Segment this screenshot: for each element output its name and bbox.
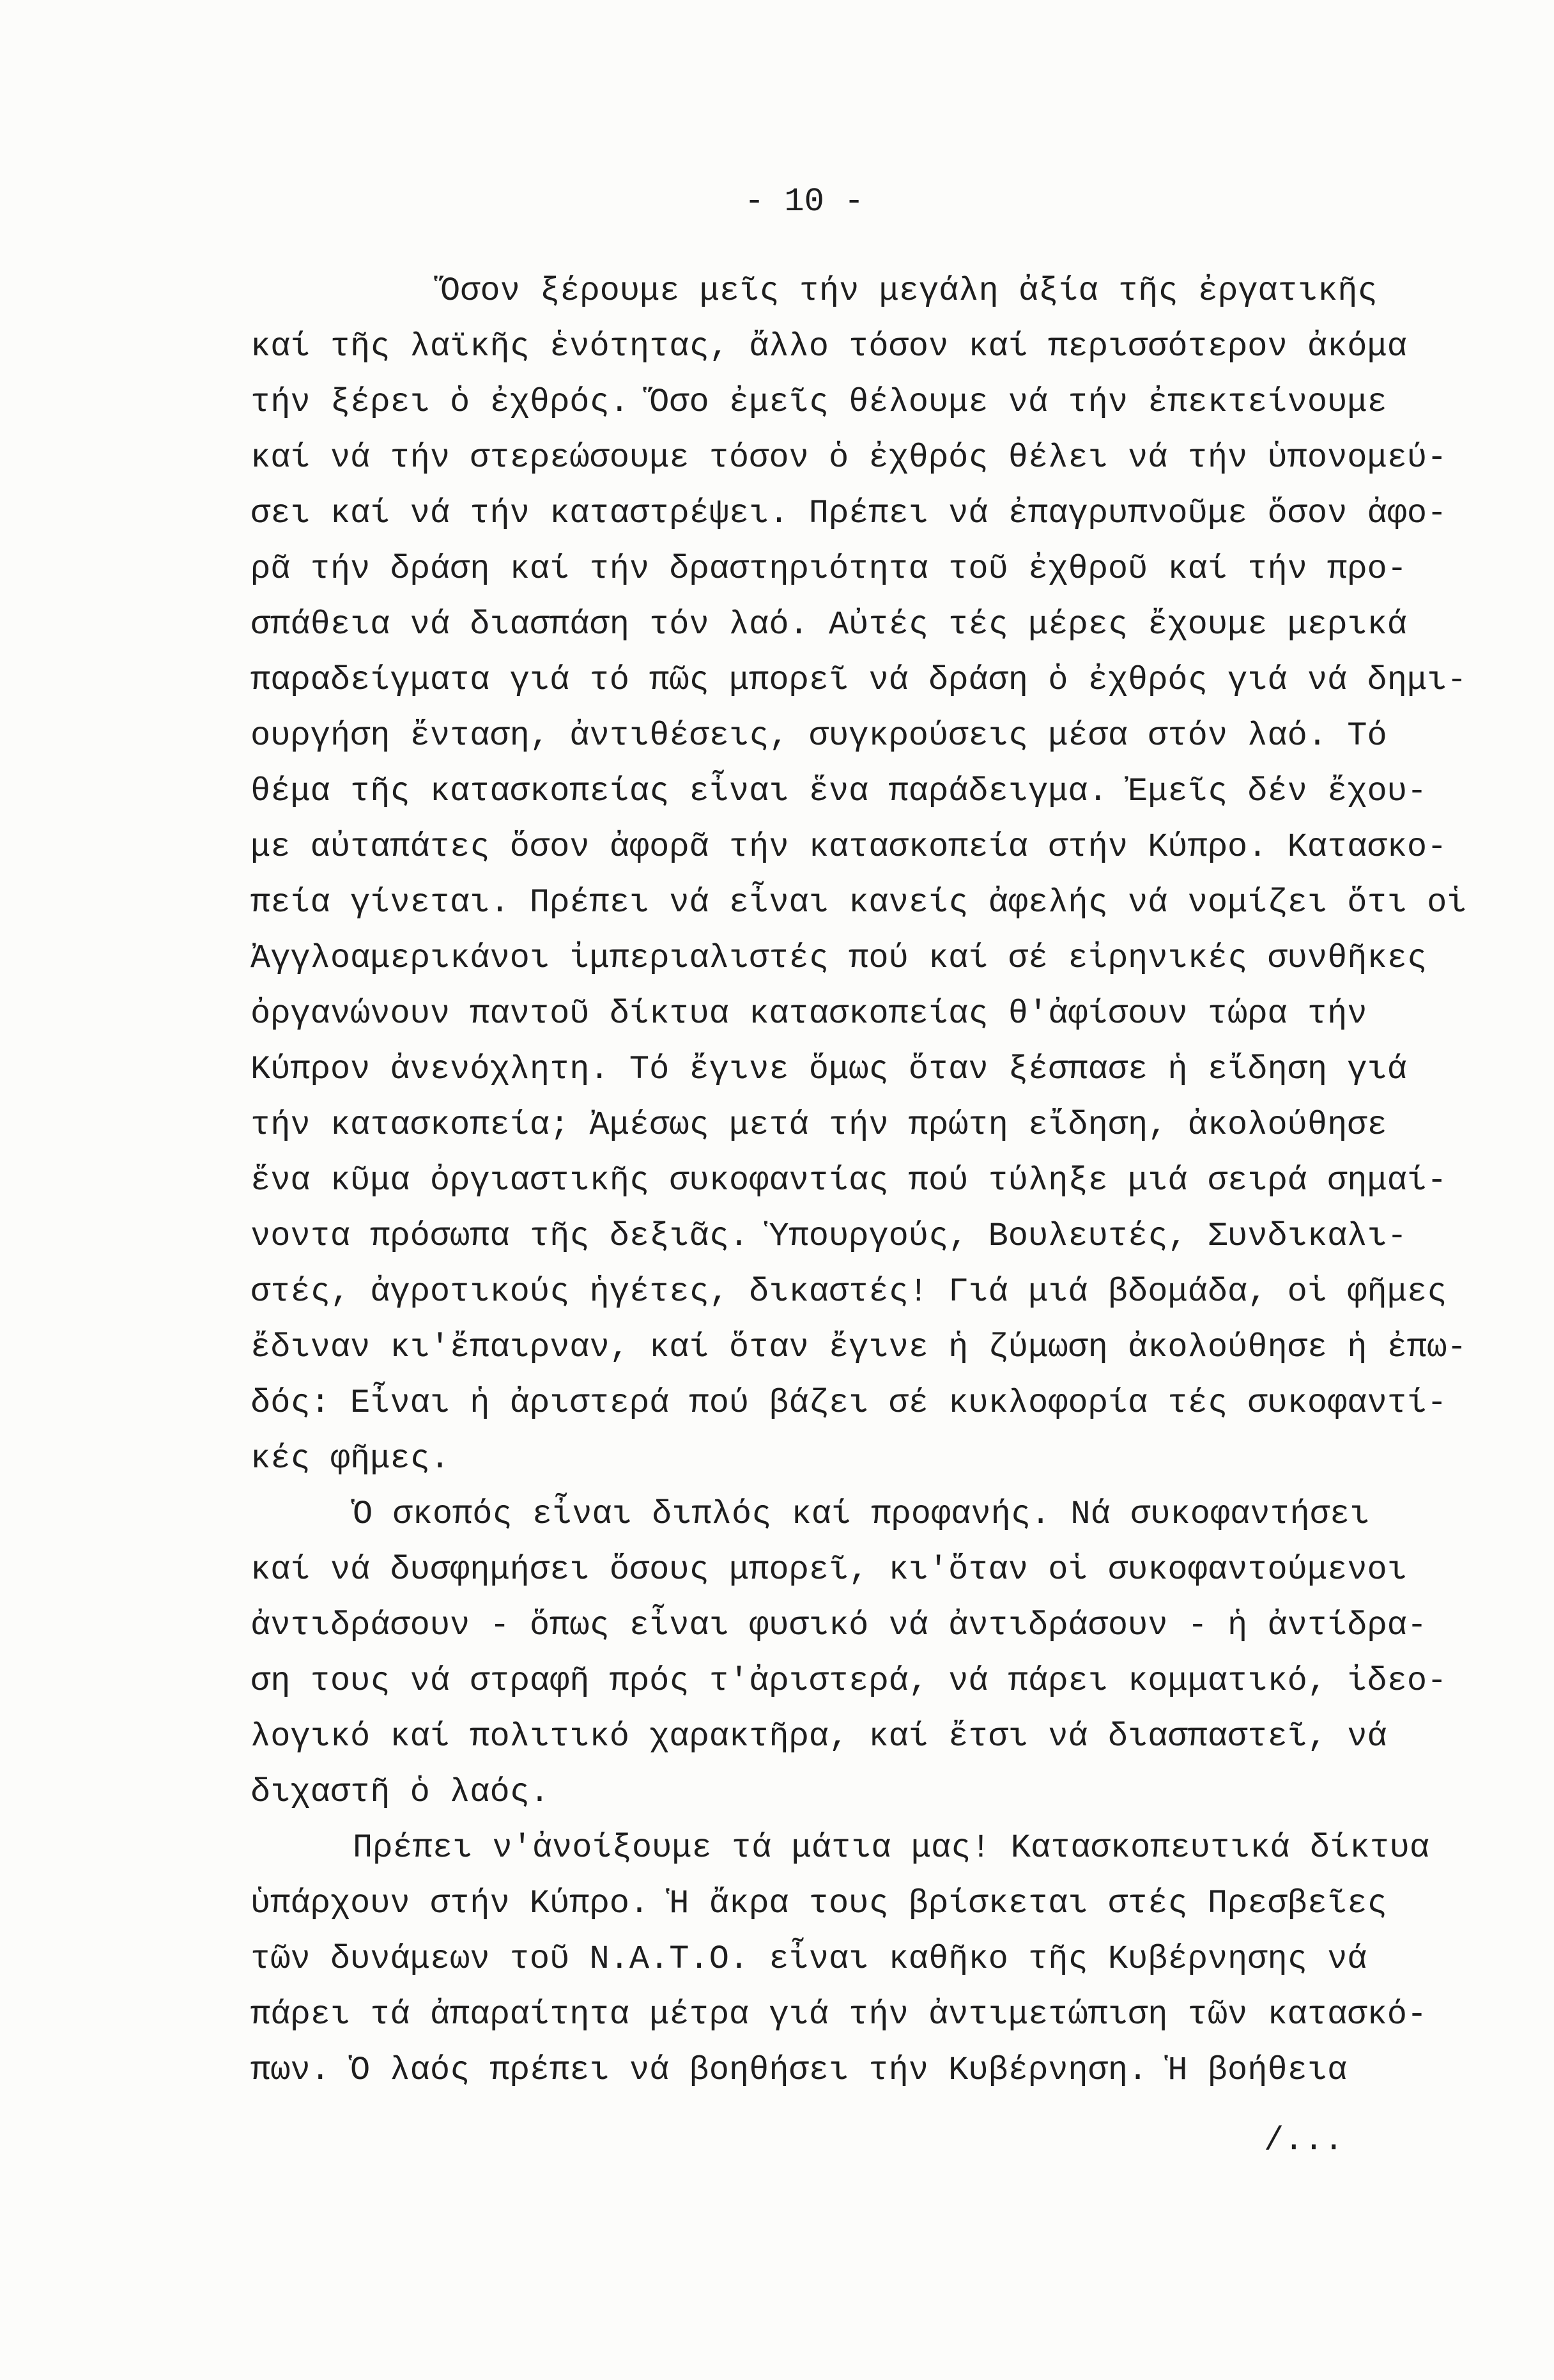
text-line: καί νά δυσφημήσει ὅσους μπορεῖ, κι'ὅταν οἱ συκοφαντούμενοι [250,1551,1407,1589]
text-line: κές φῆμες. [250,1440,450,1478]
text-line: ρᾶ τήν δράση καί τήν δραστηριότητα τοῦ ἐχθροῦ καί τήν προ- [250,550,1407,588]
text-line: δός: Εἶναι ἡ ἀριστερά πού βάζει σέ κυκλοφορία τές συκοφαντί- [250,1384,1447,1422]
text-line: λογικό καί πολιτικό χαρακτῆρα, καί ἔτσι νά διασπαστεῖ, νά [250,1718,1387,1756]
text-line: παραδείγματα γιά τό πῶς μπορεῖ νά δράση ὁ ἐχθρός γιά νά δημι- [250,661,1467,699]
text-line: ση τους νά στραφῆ πρός τ'ἀριστερά, νά πάρει κομματικό, ἰδεο- [250,1662,1447,1700]
text-line: Ἀγγλοαμερικάνοι ἰμπεριαλιστές πού καί σέ εἰρηνικές συνθῆκες [250,939,1427,977]
text-line: πεία γίνεται. Πρέπει νά εἶναι κανείς ἀφελής νά νομίζει ὅτι οἱ [250,884,1467,922]
text-line: Ὅσον ξέρουμε μεῖς τήν μεγάλη ἀξία τῆς ἐργατικῆς [440,272,1378,310]
text-line: σπάθεια νά διασπάση τόν λαό. Αὐτές τές μέρες ἔχουμε μερικά [250,606,1407,644]
text-line: νοντα πρόσωπα τῆς δεξιᾶς. Ὑπουργούς, Βουλευτές, Συνδικαλι- [250,1217,1407,1255]
paragraph-2 [250,1487,1516,1820]
text-line: ἕνα κῦμα ὀργιαστικῆς συκοφαντίας πού τύληξε μιά σειρά σημαί- [250,1162,1447,1200]
text-line: διχαστῆ ὁ λαός. [250,1773,550,1811]
page-number: - 10 - [744,183,865,220]
paragraph-1 [250,263,1516,1487]
document-body [250,263,1516,2098]
text-line: ἔδιναν κι'ἔπαιρναν, καί ὅταν ἔγινε ἡ ζύμωση ἀκολούθησε ἡ ἐπω- [250,1329,1467,1366]
text-line: Κύπρον ἀνενόχλητη. Τό ἔγινε ὅμως ὅταν ξέσπασε ἡ εἴδηση γιά [250,1051,1407,1088]
text-line: πων. Ὁ λαός πρέπει νά βοηθήσει τήν Κυβέρνηση. Ἡ βοήθεια [250,2052,1348,2089]
paragraph-3 [250,1820,1516,2098]
text-line: τήν κατασκοπεία; Ἀμέσως μετά τήν πρώτη εἴδηση, ἀκολούθησε [250,1106,1387,1144]
text-line: Πρέπει ν'ἀνοίξουμε τά μάτια μας! Κατασκοπευτικά δίκτυα [353,1829,1430,1867]
text-line: ἀντιδράσουν - ὅπως εἶναι φυσικό νά ἀντιδράσουν - ἡ ἀντίδρα- [250,1607,1427,1644]
text-line: καί νά τήν στερεώσουμε τόσον ὁ ἐχθρός θέλει νά τήν ὑπονομεύ- [250,439,1447,477]
text-line: ουργήση ἔνταση, ἀντιθέσεις, συγκρούσεις μέσα στόν λαό. Τό [250,717,1387,755]
text-line: θέμα τῆς κατασκοπείας εἶναι ἕνα παράδειγμα. Ἐμεῖς δέν ἔχου- [250,773,1427,810]
text-line: καί τῆς λαϊκῆς ἑνότητας, ἄλλο τόσον καί περισσότερον ἀκόμα [250,328,1407,366]
continuation-mark: /... [1264,2122,1344,2160]
text-line: πάρει τά ἀπαραίτητα μέτρα γιά τήν ἀντιμετώπιση τῶν κατασκό- [250,1996,1427,2034]
text-line: σει καί νά τήν καταστρέψει. Πρέπει νά ἐπαγρυπνοῦμε ὅσον ἀφο- [250,495,1447,532]
text-line: τήν ξέρει ὁ ἐχθρός. Ὅσο ἐμεῖς θέλουμε νά τήν ἐπεκτείνουμε [250,383,1387,421]
text-line: ὀργανώνουν παντοῦ δίκτυα κατασκοπείας θ'ἀφίσουν τώρα τήν [250,995,1367,1033]
text-line: στές, ἀγροτικούς ἡγέτες, δικαστές! Γιά μιά βδομάδα, οἱ φῆμες [250,1273,1447,1311]
text-line: με αὐταπάτες ὅσον ἀφορᾶ τήν κατασκοπεία στήν Κύπρο. Κατασκο- [250,828,1447,866]
text-line: ὑπάρχουν στήν Κύπρο. Ἡ ἄκρα τους βρίσκεται στές Πρεσβεῖες [250,1885,1387,1922]
text-line: Ὁ σκοπός εἶναι διπλός καί προφανής. Νά συκοφαντήσει [353,1495,1370,1533]
text-line: τῶν δυνάμεων τοῦ Ν.Α.Τ.Ο. εἶναι καθῆκο τῆς Κυβέρνησης νά [250,1940,1367,1978]
